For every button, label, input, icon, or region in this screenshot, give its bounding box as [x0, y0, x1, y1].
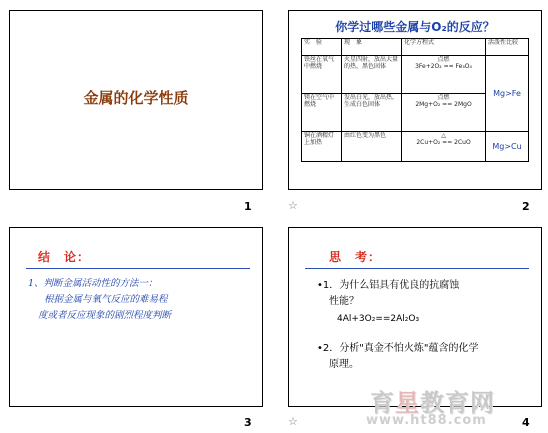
conclusion-line: 根据金属与氧气反应的难易程 — [44, 294, 168, 305]
slide-2-number: 2 — [522, 200, 530, 213]
table-header: 化学方程式 — [402, 39, 486, 56]
watermark-logo: 育星教育网 — [370, 389, 495, 417]
slide-3[interactable] — [9, 227, 263, 407]
question-2-line-1: •2．分析"真金不怕火炼"蕴含的化学 — [317, 343, 479, 354]
slide-3-title: 结 论： — [38, 250, 91, 264]
question-1-line-1: •1．为什么铝具有优良的抗腐蚀 — [317, 280, 460, 291]
reaction-table — [301, 38, 529, 162]
table-row — [302, 56, 529, 94]
slide-4[interactable] — [288, 227, 542, 407]
table-cell: 发出白光，放出热，生成白色固体 — [342, 94, 402, 132]
table-cell: 铁丝在氧气中燃烧 — [302, 56, 342, 94]
table-cell: 由红色变为黑色 — [342, 132, 402, 162]
title-underline — [305, 268, 529, 269]
conclusion-line: 度或者反应现象的剧烈程度判断 — [38, 310, 172, 321]
slide-4-number: 4 — [522, 416, 530, 429]
slide-1[interactable] — [9, 10, 263, 190]
activity-cell: Mg>Fe — [486, 56, 529, 132]
title-underline — [26, 268, 250, 269]
slide-3-number: 3 — [244, 416, 252, 429]
table-header-row — [302, 39, 529, 56]
activity-cell: Mg>Cu — [486, 132, 529, 162]
question-1-line-2: 性能？ — [329, 296, 359, 307]
table-header: 实 验 — [302, 39, 342, 56]
table-cell: 火星四射，放出大量的热，黑色固体 — [342, 56, 402, 94]
star-icon: ☆ — [288, 415, 298, 428]
table-cell: 点燃 3Fe+2O₂ == Fe₃O₄ — [402, 56, 486, 94]
slide-1-number: 1 — [244, 200, 252, 213]
star-icon: ☆ — [288, 199, 298, 212]
table-row — [302, 132, 529, 162]
table-header: 活泼性比较 — [486, 39, 529, 56]
question-2-line-2: 原理。 — [329, 359, 359, 370]
slide-2[interactable] — [288, 10, 542, 190]
equation: 4Al+3O₂==2Al₂O₃ — [337, 314, 420, 324]
slide-4-title: 思 考： — [329, 250, 382, 264]
slide-2-title: 你学过哪些金属与O₂的反应？ — [335, 20, 495, 34]
table-cell: 镁在空气中燃烧 — [302, 94, 342, 132]
table-header: 现 象 — [342, 39, 402, 56]
slide-1-title: 金属的化学性质 — [83, 89, 189, 107]
table-cell: 铜在酒精灯上加热 — [302, 132, 342, 162]
watermark-url: www.ht88.com — [366, 413, 487, 428]
table-cell: △ 2Cu+O₂ == 2CuO — [402, 132, 486, 162]
table-cell: 点燃 2Mg+O₂ == 2MgO — [402, 94, 486, 132]
conclusion-line: 1、判断金属活动性的方法一： — [28, 278, 158, 289]
